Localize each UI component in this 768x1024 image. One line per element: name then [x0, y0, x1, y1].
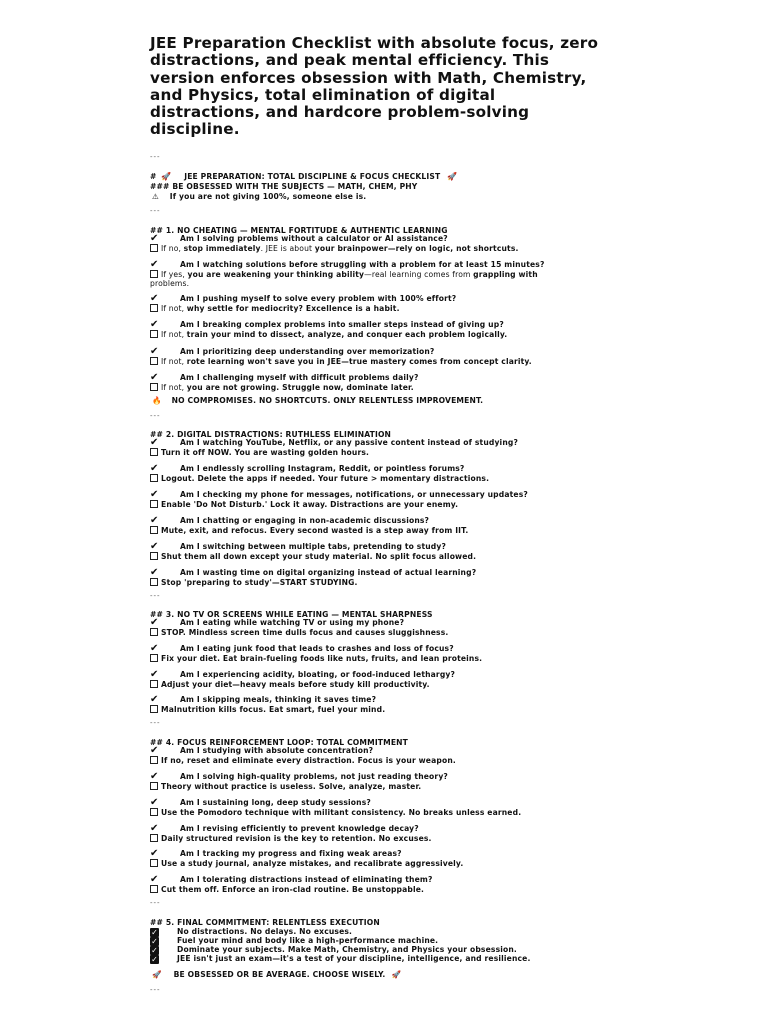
- checkbox[interactable]: [150, 756, 158, 764]
- section-5-footer: [150, 970, 401, 979]
- question-text: Am I pushing myself to solve every problem with 100% effort?: [180, 294, 457, 303]
- checklist-answer: [150, 270, 538, 279]
- answer-bold: rote learning won't save you in JEE—true mastery comes from concept clarity.: [186, 357, 532, 366]
- checkbox[interactable]: [150, 578, 158, 586]
- checkmark-icon: ✔: [150, 694, 159, 705]
- answer-text: STOP. Mindless screen time dulls focus and causes sluggishness.: [161, 628, 449, 637]
- checkmark-icon: ✔: [150, 797, 159, 808]
- checklist-answer: [150, 330, 507, 339]
- question-text: Am I solving high-quality problems, not just reading theory?: [180, 772, 448, 781]
- checklist-question: [150, 464, 465, 473]
- checkmark-icon: ✔: [150, 437, 159, 448]
- answer-text: Malnutrition kills focus. Eat smart, fuel your mind.: [161, 705, 386, 714]
- checklist-answer: [150, 304, 400, 313]
- checkbox[interactable]: [150, 808, 158, 816]
- answer-text: Fix your diet. Eat brain-fueling foods like nuts, fruits, and lean proteins.: [161, 654, 483, 663]
- checklist-answer: [150, 448, 369, 457]
- checklist-answer: [150, 474, 489, 483]
- answer-lead: If not,: [161, 357, 187, 366]
- checkbox[interactable]: [150, 357, 158, 365]
- question-text: Am I tolerating distractions instead of eliminating them?: [180, 875, 433, 884]
- question-text: Am I prioritizing deep understanding over memorization?: [180, 347, 435, 356]
- separator: ---: [150, 153, 161, 161]
- checklist-answer: [150, 357, 532, 366]
- question-text: Am I experiencing acidity, bloating, or food-induced lethargy?: [180, 670, 456, 679]
- answer-text: If no, reset and eliminate every distraction. Focus is your weapon.: [161, 756, 456, 765]
- footer-text: NO COMPROMISES. NO SHORTCUTS. ONLY RELENTLESS IMPROVEMENT.: [171, 396, 484, 405]
- checklist-question: [150, 294, 456, 303]
- separator: ---: [150, 719, 161, 727]
- checklist-question: [150, 260, 545, 269]
- checklist-answer: [150, 383, 414, 392]
- checkmark-icon: ✔: [150, 823, 159, 834]
- question-text: Am I wasting time on digital organizing instead of actual learning?: [180, 568, 477, 577]
- checkbox[interactable]: [150, 500, 158, 508]
- h3-heading: ### BE OBSESSED WITH THE SUBJECTS — MATH, CHEM, PHY: [150, 182, 418, 191]
- checkbox[interactable]: [150, 304, 158, 312]
- section-4-heading: ## 4. FOCUS REINFORCEMENT LOOP: TOTAL COMMITMENT: [150, 738, 409, 747]
- question-text: Am I challenging myself with difficult problems daily?: [180, 373, 419, 382]
- section-5-heading: ## 5. FINAL COMMITMENT: RELENTLESS EXECUTION: [150, 918, 380, 927]
- answer-lead: If yes,: [161, 270, 188, 279]
- checklist-question: [150, 320, 504, 329]
- question-text: Am I chatting or engaging in non-academic discussions?: [180, 516, 430, 525]
- checklist-answer: [150, 552, 476, 561]
- checkmark-icon: ✔: [150, 541, 159, 552]
- checklist-question: [150, 772, 448, 781]
- question-text: Am I sustaining long, deep study sessions?: [180, 798, 371, 807]
- warning-icon: ⚠: [152, 192, 159, 201]
- answer-text: Daily structured revision is the key to retention. No excuses.: [161, 834, 432, 843]
- checklist-question: [150, 373, 419, 382]
- rocket-icon: 🚀: [447, 172, 458, 181]
- question-text: Am I solving problems without a calculator or AI assistance?: [180, 234, 448, 243]
- question-text: Am I eating while watching TV or using my phone?: [180, 618, 405, 627]
- checked-box-icon[interactable]: ✓: [151, 928, 158, 937]
- checklist-question: [150, 798, 371, 807]
- rocket-icon: 🚀: [152, 970, 162, 979]
- checklist-question: [150, 824, 419, 833]
- checklist-question: [150, 746, 373, 755]
- checked-item-text: Dominate your subjects. Make Math, Chemistry, and Physics your obsession.: [177, 945, 517, 954]
- separator: ---: [150, 592, 161, 600]
- checkmark-icon: ✔: [150, 372, 159, 383]
- checkbox[interactable]: [150, 705, 158, 713]
- section-2-heading: ## 2. DIGITAL DISTRACTIONS: RUTHLESS ELIMINATION: [150, 430, 392, 439]
- answer-lead: If not,: [161, 383, 187, 392]
- rocket-icon: 🚀: [391, 970, 402, 979]
- answer-continuation: problems.: [150, 279, 190, 288]
- checkbox[interactable]: [150, 270, 158, 278]
- answer-lead: If no,: [161, 244, 184, 253]
- answer-text: Use a study journal, analyze mistakes, and recalibrate aggressively.: [161, 859, 464, 868]
- question-text: Am I checking my phone for messages, notifications, or unnecessary updates?: [180, 490, 528, 499]
- checked-box-icon[interactable]: ✓: [151, 946, 158, 955]
- checkmark-icon: ✔: [150, 515, 159, 526]
- checklist-answer: [150, 885, 424, 894]
- checked-box-icon[interactable]: ✓: [151, 955, 158, 964]
- h1-heading: # 🚀 JEE PREPARATION: TOTAL DISCIPLINE & FOCUS CHECKLIST 🚀: [150, 172, 458, 181]
- checklist-answer: [150, 782, 421, 791]
- checkbox[interactable]: [150, 782, 158, 790]
- checked-box-icon[interactable]: ✓: [151, 937, 158, 946]
- checkbox[interactable]: [150, 526, 158, 534]
- checkmark-icon: ✔: [150, 259, 159, 270]
- checklist-answer: [150, 680, 430, 689]
- section-1-footer: [150, 396, 483, 405]
- checkmark-icon: ✔: [150, 346, 159, 357]
- checklist-question: [150, 670, 455, 679]
- answer-bold: train your mind to dissect, analyze, and conquer each problem logically.: [186, 330, 508, 339]
- checkmark-icon: ✔: [150, 293, 159, 304]
- checked-item-text: Fuel your mind and body like a high-performance machine.: [177, 936, 439, 945]
- checkmark-icon: ✔: [150, 745, 159, 756]
- checklist-question: [150, 347, 434, 356]
- checked-item-text: No distractions. No delays. No excuses.: [177, 927, 353, 936]
- question-text: Am I switching between multiple tabs, pretending to study?: [180, 542, 447, 551]
- question-text: Am I skipping meals, thinking it saves time?: [180, 695, 377, 704]
- checklist-answer: [150, 654, 482, 663]
- section-3-heading: ## 3. NO TV OR SCREENS WHILE EATING — MENTAL SHARPNESS: [150, 610, 433, 619]
- answer-text: Theory without practice is useless. Solve, analyze, master.: [161, 782, 422, 791]
- checkbox[interactable]: [150, 244, 158, 252]
- separator: ---: [150, 412, 161, 420]
- answer-text: Turn it off NOW. You are wasting golden hours.: [161, 448, 370, 457]
- checklist-question: [150, 438, 518, 447]
- footer-text: BE OBSESSED OR BE AVERAGE. CHOOSE WISELY.: [173, 970, 386, 979]
- answer-text: Adjust your diet—heavy meals before study kill productivity.: [161, 680, 430, 689]
- checkmark-icon: ✔: [150, 617, 159, 628]
- checkmark-icon: ✔: [150, 233, 159, 244]
- answer-bold: grappling with: [473, 270, 538, 279]
- checklist-question: [150, 516, 429, 525]
- checkbox[interactable]: [150, 552, 158, 560]
- answer-bold: you are not growing. Struggle now, dominate later.: [186, 383, 414, 392]
- checkmark-icon: ✔: [150, 567, 159, 578]
- checklist-question: [150, 490, 528, 499]
- checklist-question: [150, 568, 476, 577]
- checkmark-icon: ✔: [150, 669, 159, 680]
- question-text: Am I breaking complex problems into smaller steps instead of giving up?: [180, 320, 504, 329]
- answer-text: Logout. Delete the apps if needed. Your future > momentary distractions.: [161, 474, 490, 483]
- checkbox[interactable]: [150, 330, 158, 338]
- checkmark-icon: ✔: [150, 848, 159, 859]
- answer-text: Mute, exit, and refocus. Every second wasted is a step away from IIT.: [161, 526, 469, 535]
- checklist-question: [150, 618, 404, 627]
- answer-bold: your brainpower—rely on logic, not shortcuts.: [314, 244, 519, 253]
- checkmark-icon: ✔: [150, 874, 159, 885]
- checklist-question: [150, 542, 446, 551]
- answer-lead: If not,: [161, 330, 187, 339]
- checklist-answer: [150, 705, 385, 714]
- checked-item: [150, 954, 531, 964]
- checkbox[interactable]: [150, 448, 158, 456]
- separator: ---: [150, 207, 161, 215]
- checklist-answer: [150, 808, 521, 817]
- answer-text: Shut them all down except your study material. No split focus allowed.: [161, 552, 477, 561]
- question-text: Am I revising efficiently to prevent knowledge decay?: [180, 824, 419, 833]
- checkmark-icon: ✔: [150, 489, 159, 500]
- answer-text: Enable 'Do Not Disturb.' Lock it away. Distractions are your enemy.: [161, 500, 459, 509]
- question-text: Am I endlessly scrolling Instagram, Reddit, or pointless forums?: [180, 464, 465, 473]
- checklist-answer: [150, 578, 358, 587]
- answer-bold: stop immediately: [183, 244, 261, 253]
- checkbox[interactable]: [150, 474, 158, 482]
- checkmark-icon: ✔: [150, 771, 159, 782]
- answer-text: Stop 'preparing to study'—START STUDYING.: [161, 578, 358, 587]
- checkbox[interactable]: [150, 834, 158, 842]
- answer-text: —real learning comes from: [364, 270, 474, 279]
- question-text: Am I tracking my progress and fixing weak areas?: [180, 849, 402, 858]
- question-text: Am I eating junk food that leads to crashes and loss of focus?: [180, 644, 454, 653]
- page-title: JEE Preparation Checklist with absolute focus, zero distractions, and peak mental efficiency. This version enforces obsession with Math, Chemistry, and Physics, total elimination of digital distractions, and hardcore problem-solving discipline.: [150, 34, 599, 139]
- checkbox[interactable]: [150, 628, 158, 636]
- checklist-answer: [150, 859, 463, 868]
- checkmark-icon: ✔: [150, 463, 159, 474]
- checklist-question: [150, 875, 433, 884]
- checkbox[interactable]: [150, 885, 158, 893]
- checkbox[interactable]: [150, 383, 158, 391]
- checklist-answer: [150, 756, 456, 765]
- answer-bold: you are weakening your thinking ability: [187, 270, 365, 279]
- answer-lead: If not,: [161, 304, 187, 313]
- question-text: Am I studying with absolute concentration?: [180, 746, 374, 755]
- checkbox[interactable]: [150, 859, 158, 867]
- checklist-question: [150, 849, 402, 858]
- question-text: Am I watching solutions before struggling with a problem for at least 15 minutes?: [180, 260, 545, 269]
- checklist-answer: [150, 526, 468, 535]
- warning-line: ⚠ If you are not giving 100%, someone else is.: [152, 192, 367, 201]
- checklist-question: [150, 234, 448, 243]
- rocket-icon: 🚀: [161, 172, 172, 181]
- checkbox[interactable]: [150, 680, 158, 688]
- checked-item-text: JEE isn't just an exam—it's a test of your discipline, intelligence, and resilience.: [177, 954, 531, 963]
- checkmark-icon: ✔: [150, 643, 159, 654]
- answer-text: . JEE is about: [260, 244, 315, 253]
- checklist-answer: [150, 500, 458, 509]
- checklist-question: [150, 695, 376, 704]
- separator: ---: [150, 899, 161, 907]
- checkbox[interactable]: [150, 654, 158, 662]
- question-text: Am I watching YouTube, Netflix, or any passive content instead of studying?: [180, 438, 519, 447]
- separator: ---: [150, 986, 161, 994]
- answer-bold: why settle for mediocrity? Excellence is a habit.: [186, 304, 400, 313]
- checklist-answer: [150, 628, 448, 637]
- checklist-question: [150, 644, 454, 653]
- checklist-answer: [150, 834, 432, 843]
- answer-text: Use the Pomodoro technique with militant consistency. No breaks unless earned.: [161, 808, 522, 817]
- answer-text: Cut them off. Enforce an iron-clad routine. Be unstoppable.: [161, 885, 425, 894]
- section-1-heading: ## 1. NO CHEATING — MENTAL FORTITUDE & AUTHENTIC LEARNING: [150, 226, 448, 235]
- checklist-answer: [150, 244, 519, 253]
- checkmark-icon: ✔: [150, 319, 159, 330]
- fire-icon: 🔥: [152, 396, 162, 405]
